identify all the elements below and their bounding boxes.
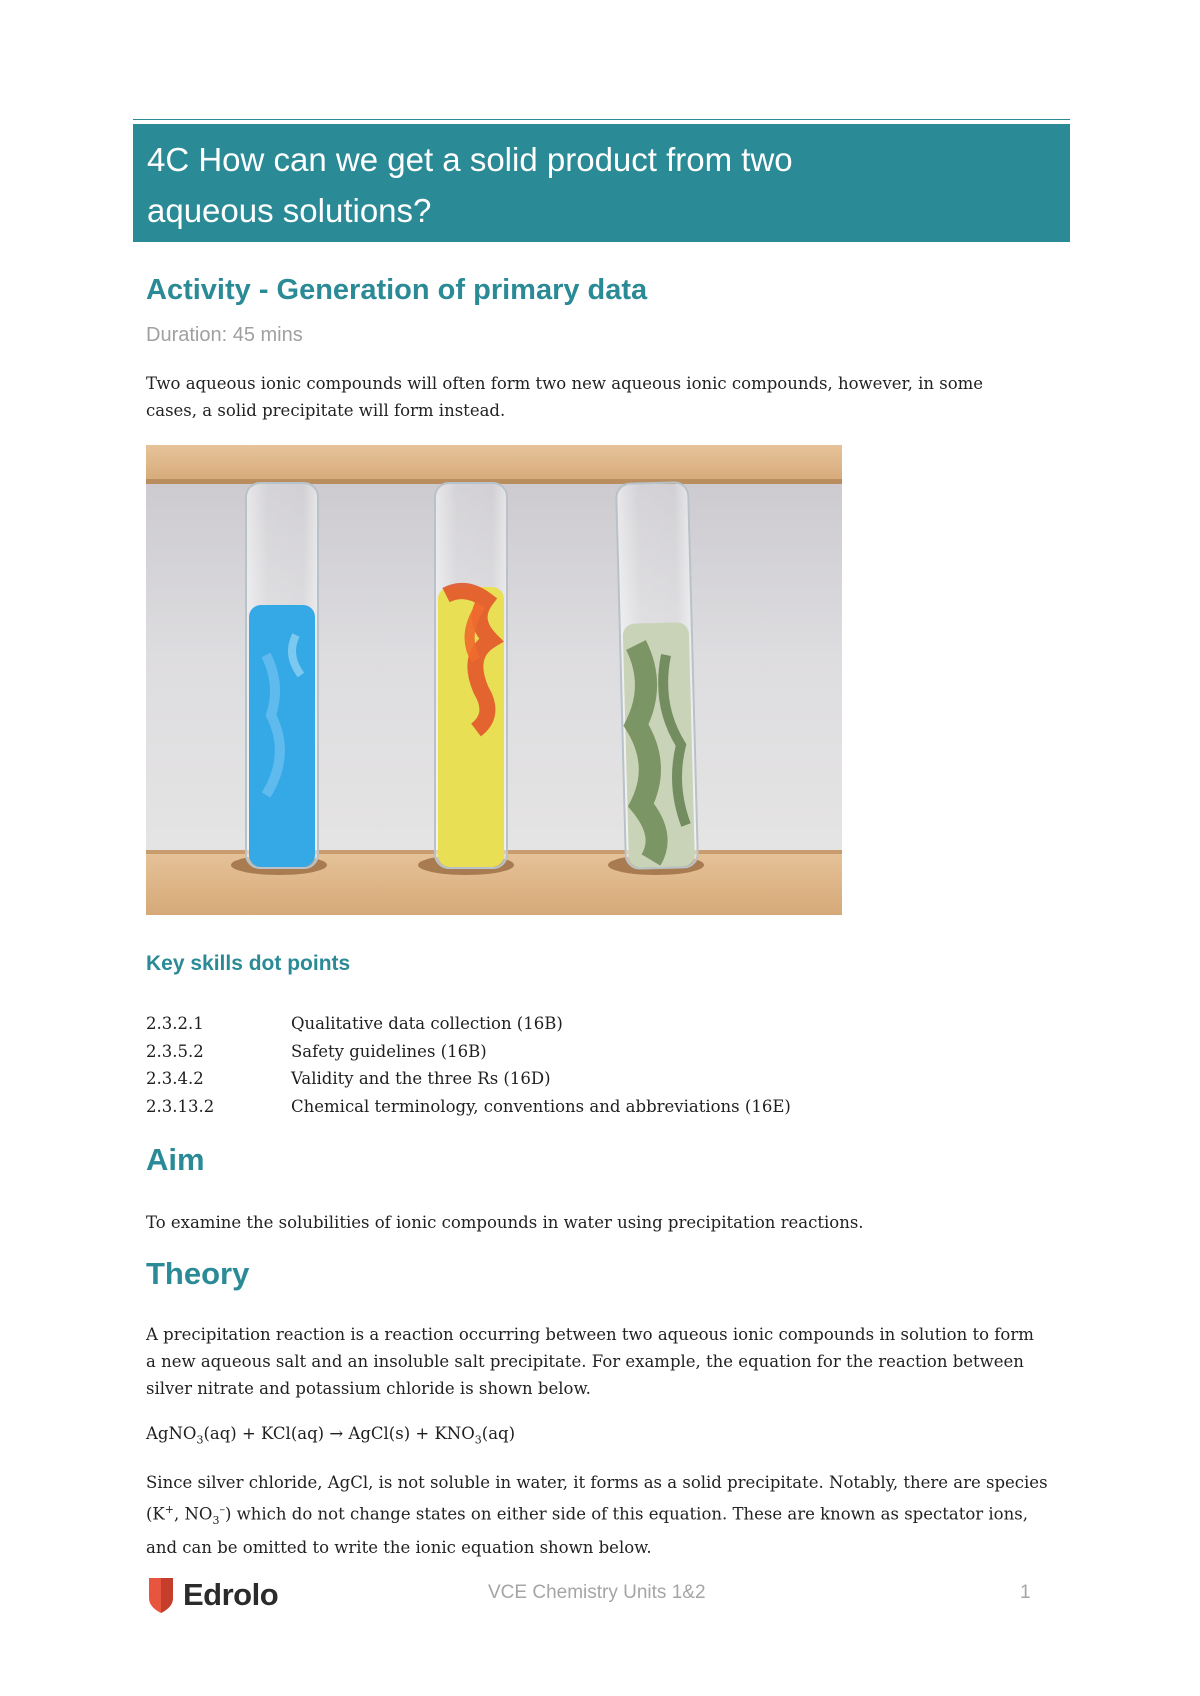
theory-heading: Theory xyxy=(146,1256,250,1291)
skill-code: 2.3.5.2 xyxy=(146,1041,204,1061)
blue-tube xyxy=(246,483,318,868)
duration-label: Duration: 45 mins xyxy=(146,324,303,346)
green-tube xyxy=(616,482,698,869)
test-tubes-photo xyxy=(146,445,842,915)
skill-code: 2.3.13.2 xyxy=(146,1096,215,1116)
title-banner xyxy=(133,124,1070,242)
skill-row xyxy=(146,1093,791,1121)
page-title xyxy=(147,134,1056,236)
equation-subscript: 3 xyxy=(196,1433,204,1447)
yellow-tube xyxy=(435,483,507,868)
theory-paragraph xyxy=(146,1321,1066,1402)
equation-product-state: (aq) xyxy=(481,1424,516,1443)
equation-subscript: 3 xyxy=(474,1433,482,1447)
footer-course: VCE Chemistry Units 1&2 xyxy=(488,1582,706,1603)
intro-paragraph xyxy=(146,370,1066,424)
key-skills-list xyxy=(146,1010,791,1120)
since-line2-c: ) which do not change states on either side of this equation. These are known as spectator ions, xyxy=(224,1504,1028,1524)
equation-products: AgCl(s) + KNO xyxy=(343,1424,475,1443)
since-line2-b: , NO xyxy=(173,1504,213,1524)
superscript: – xyxy=(219,1503,225,1516)
reaction-arrow-icon: → xyxy=(329,1424,344,1443)
skill-row xyxy=(146,1010,791,1038)
intro-line2: cases, a solid precipitate will form instead. xyxy=(146,401,506,420)
subscript: 3 xyxy=(212,1513,220,1527)
skill-code: 2.3.4.2 xyxy=(146,1069,204,1088)
page-number: 1 xyxy=(1020,1582,1031,1603)
skill-text: Safety guidelines (16B) xyxy=(291,1041,487,1061)
skill-code: 2.3.2.1 xyxy=(146,1014,204,1033)
skill-text: Qualitative data collection (16B) xyxy=(291,1014,563,1033)
skill-text: Validity and the three Rs (16D) xyxy=(291,1069,551,1088)
edrolo-logo xyxy=(147,1576,278,1614)
aim-text: To examine the solubilities of ionic compounds in water using precipitation reactions. xyxy=(146,1213,864,1232)
theory-line3: silver nitrate and potassium chloride is shown below. xyxy=(146,1379,591,1398)
key-skills-heading: Key skills dot points xyxy=(146,952,351,975)
intro-line1: Two aqueous ionic compounds will often form two new aqueous ionic compounds, however, in some xyxy=(146,374,984,393)
shield-logo-icon xyxy=(147,1576,175,1614)
since-line2-a: (K xyxy=(146,1504,165,1524)
skill-row xyxy=(146,1038,791,1066)
theory-line1: A precipitation reaction is a reaction occurring between two aqueous ionic compounds in solution to form xyxy=(146,1325,1034,1344)
page-title-line2: aqueous solutions? xyxy=(147,192,432,229)
skill-text: Chemical terminology, conventions and abbreviations (16E) xyxy=(291,1096,791,1116)
since-line1: Since silver chloride, AgCl, is not soluble in water, it forms as a solid precipitate. Notably, there are species xyxy=(146,1473,1048,1492)
top-rule xyxy=(133,119,1070,120)
page-title-line1: 4C How can we get a solid product from two xyxy=(147,141,793,178)
skill-row xyxy=(146,1065,791,1093)
aim-heading: Aim xyxy=(146,1142,205,1177)
activity-heading: Activity - Generation of primary data xyxy=(146,274,648,306)
chemical-equation xyxy=(146,1424,515,1446)
spectator-paragraph xyxy=(146,1469,1066,1561)
equation-reactant: AgNO xyxy=(146,1424,197,1443)
theory-line2: a new aqueous salt and an insoluble salt precipitate. For example, the equation for the reaction between xyxy=(146,1352,1024,1371)
equation-reactant-state: (aq) + KCl(aq) xyxy=(203,1424,330,1443)
since-line3: and can be omitted to write the ionic equation shown below. xyxy=(146,1537,652,1557)
brand-name: Edrolo xyxy=(183,1577,279,1612)
superscript: + xyxy=(164,1503,174,1516)
